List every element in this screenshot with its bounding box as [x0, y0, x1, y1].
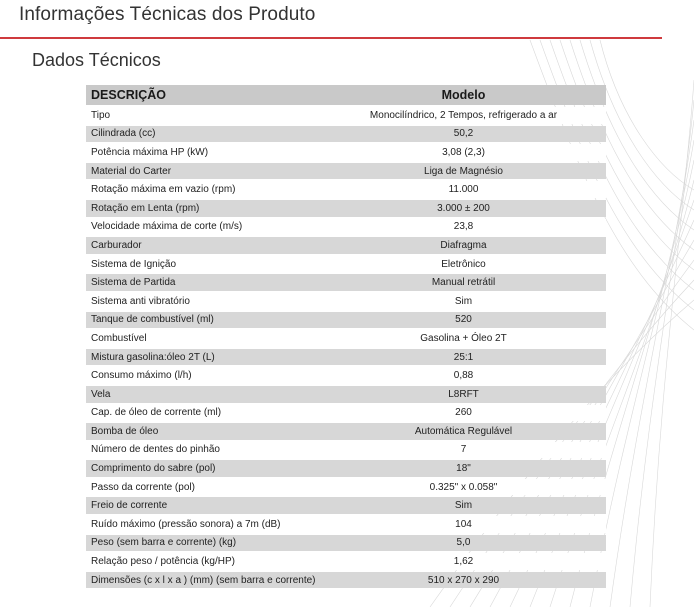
spec-value: 23,8	[321, 219, 606, 236]
table-row	[86, 219, 606, 236]
table-row	[86, 572, 606, 589]
spec-label: Consumo máximo (l/h)	[86, 367, 321, 384]
spec-label: Número de dentes do pinhão	[86, 442, 321, 459]
spec-label: Cap. de óleo de corrente (ml)	[86, 405, 321, 422]
spec-value: 510 x 270 x 290	[321, 572, 606, 589]
spec-label: Mistura gasolina:óleo 2T (L)	[86, 349, 321, 366]
table-row	[86, 200, 606, 217]
spec-label: Passo da corrente (pol)	[86, 479, 321, 496]
table-row	[86, 386, 606, 403]
spec-label: Sistema de Partida	[86, 274, 321, 291]
spec-label: Bomba de óleo	[86, 423, 321, 440]
specs-table	[86, 83, 606, 590]
spec-label: Comprimento do sabre (pol)	[86, 460, 321, 477]
spec-value: Manual retrátil	[321, 274, 606, 291]
table-row	[86, 293, 606, 310]
spec-label: Potência máxima HP (kW)	[86, 144, 321, 161]
table-row	[86, 367, 606, 384]
table-row	[86, 312, 606, 329]
spec-label: Rotação em Lenta (rpm)	[86, 200, 321, 217]
spec-label: Cilindrada (cc)	[86, 126, 321, 143]
section-title: Dados Técnicos	[32, 50, 161, 70]
spec-value: Monocilíndrico, 2 Tempos, refrigerado a ar	[321, 107, 606, 124]
spec-value: 3,08 (2,3)	[321, 144, 606, 161]
spec-label: Freio de corrente	[86, 497, 321, 514]
spec-label: Sistema de Ignição	[86, 256, 321, 273]
spec-value: 25:1	[321, 349, 606, 366]
spec-label: Tipo	[86, 107, 321, 124]
column-header-model: Modelo	[321, 85, 606, 105]
spec-value: 520	[321, 312, 606, 329]
table-row	[86, 349, 606, 366]
spec-label: Velocidade máxima de corte (m/s)	[86, 219, 321, 236]
spec-value: 104	[321, 516, 606, 533]
table-row	[86, 274, 606, 291]
spec-value: L8RFT	[321, 386, 606, 403]
spec-value: 0,88	[321, 367, 606, 384]
spec-label: Sistema anti vibratório	[86, 293, 321, 310]
spec-label: Material do Carter	[86, 163, 321, 180]
spec-value: 1,62	[321, 553, 606, 570]
table-row	[86, 405, 606, 422]
spec-value: Eletrônico	[321, 256, 606, 273]
table-row	[86, 460, 606, 477]
table-row	[86, 181, 606, 198]
spec-value: 11.000	[321, 181, 606, 198]
spec-value: 0.325" x 0.058"	[321, 479, 606, 496]
spec-value: Liga de Magnésio	[321, 163, 606, 180]
column-header-description: DESCRIÇÃO	[86, 85, 321, 105]
spec-value: Sim	[321, 293, 606, 310]
spec-label: Rotação máxima em vazio (rpm)	[86, 181, 321, 198]
spec-label: Combustível	[86, 330, 321, 347]
spec-value: Gasolina + Óleo 2T	[321, 330, 606, 347]
table-row	[86, 144, 606, 161]
table-row	[86, 497, 606, 514]
table-row	[86, 163, 606, 180]
table-row	[86, 423, 606, 440]
spec-value: 5,0	[321, 535, 606, 552]
spec-value: Sim	[321, 497, 606, 514]
table-row	[86, 479, 606, 496]
spec-label: Dimensões (c x l x a ) (mm) (sem barra e corrente)	[86, 572, 321, 589]
spec-value: 18"	[321, 460, 606, 477]
spec-label: Relação peso / potência (kg/HP)	[86, 553, 321, 570]
spec-label: Ruído máximo (pressão sonora) a 7m (dB)	[86, 516, 321, 533]
spec-label: Carburador	[86, 237, 321, 254]
spec-value: 3.000 ± 200	[321, 200, 606, 217]
page-title: Informações Técnicas dos Produto	[19, 4, 316, 25]
table-row	[86, 442, 606, 459]
table-row	[86, 126, 606, 143]
specs-table-body	[86, 107, 606, 588]
spec-label: Tanque de combustível (ml)	[86, 312, 321, 329]
table-row	[86, 553, 606, 570]
table-row	[86, 330, 606, 347]
spec-label: Vela	[86, 386, 321, 403]
spec-value: 50,2	[321, 126, 606, 143]
spec-value: 260	[321, 405, 606, 422]
table-row	[86, 256, 606, 273]
spec-label: Peso (sem barra e corrente) (kg)	[86, 535, 321, 552]
table-row	[86, 237, 606, 254]
table-row	[86, 535, 606, 552]
table-row	[86, 107, 606, 124]
spec-value: Diafragma	[321, 237, 606, 254]
table-header-row	[86, 85, 606, 105]
title-divider	[0, 37, 662, 39]
table-row	[86, 516, 606, 533]
spec-value: Automática Regulável	[321, 423, 606, 440]
spec-value: 7	[321, 442, 606, 459]
